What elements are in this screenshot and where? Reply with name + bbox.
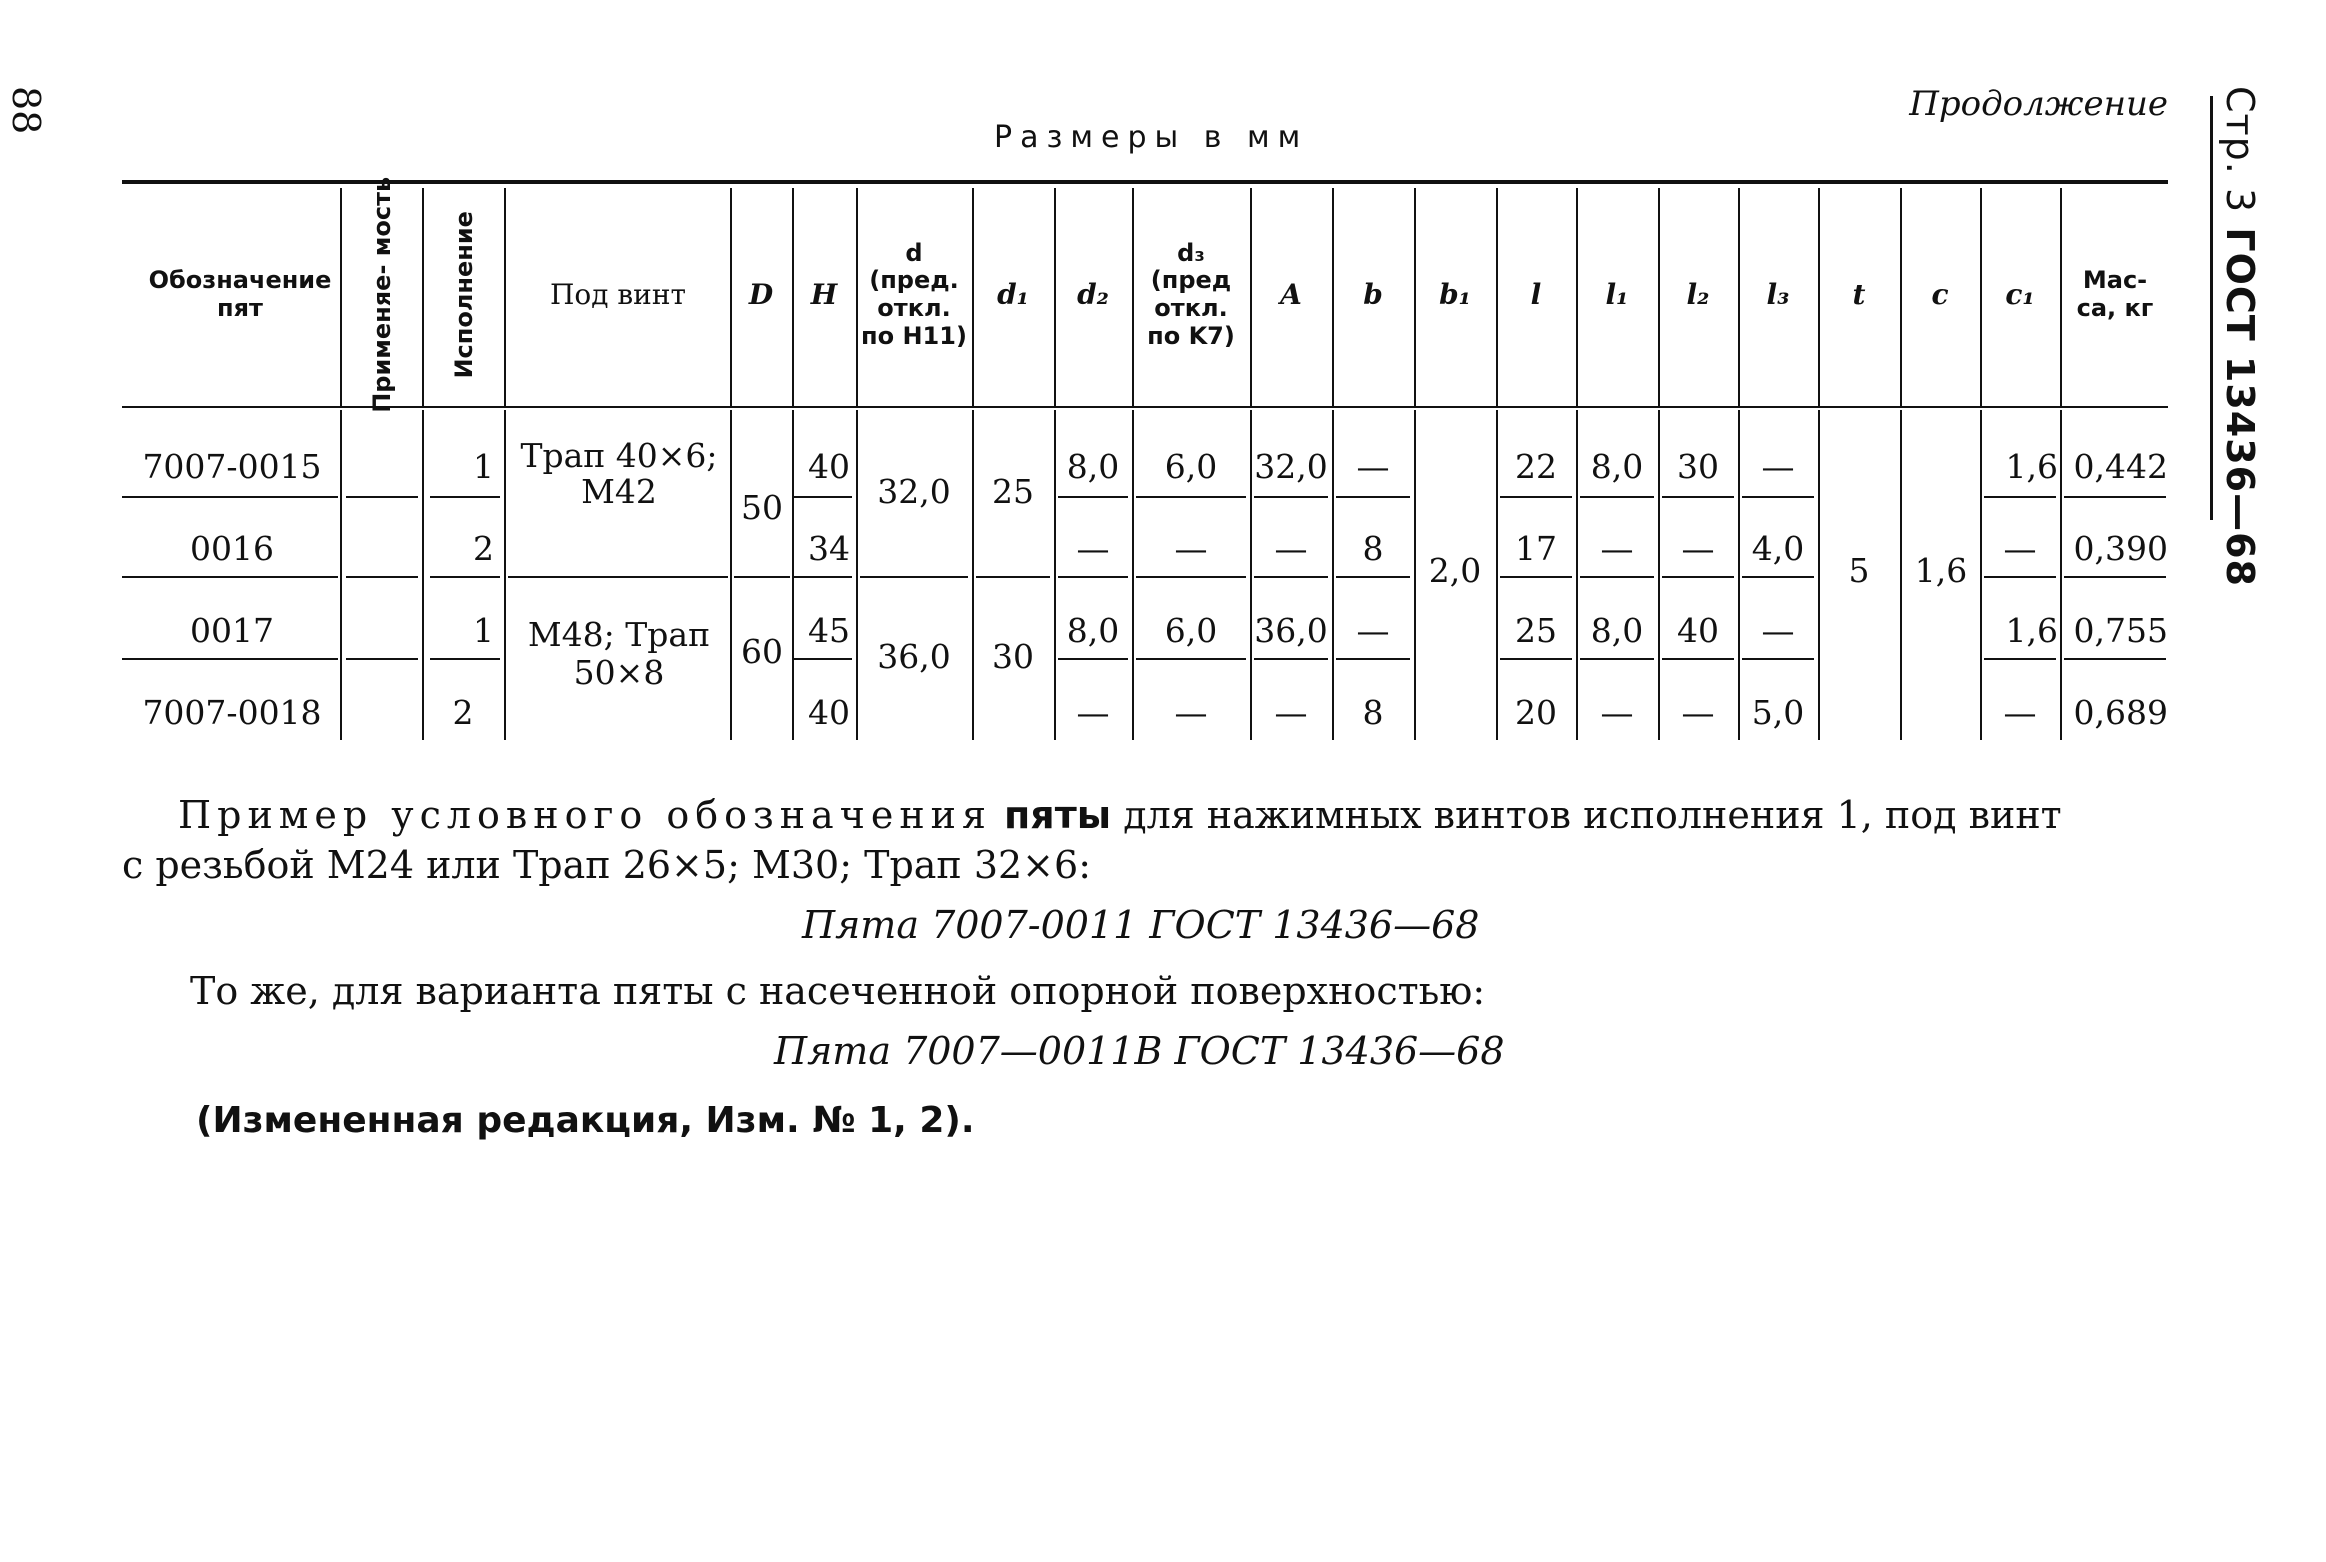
cell-l3: 5,0 xyxy=(1751,692,1805,732)
cell-d3: — xyxy=(1174,528,1208,568)
table-row-rule xyxy=(1336,496,1410,498)
table-column-rule xyxy=(1250,188,1252,406)
table-column-rule xyxy=(1054,188,1056,406)
cell-b: 8 xyxy=(1362,528,1384,568)
header-H: H xyxy=(810,277,838,311)
cell-l1: 8,0 xyxy=(1590,610,1644,650)
table-row-rule xyxy=(122,658,338,660)
header-d3: d₃ (пред откл. по K7) xyxy=(1147,238,1235,350)
cell-d3: — xyxy=(1174,692,1208,732)
table-column-rule xyxy=(730,410,732,740)
header-c1: c₁ xyxy=(2005,277,2035,311)
cell-c1: — xyxy=(2003,692,2037,732)
table-row-rule xyxy=(430,658,500,660)
table-row-rule xyxy=(508,576,728,578)
table-column-rule xyxy=(2060,188,2062,406)
table-row-rule xyxy=(122,496,338,498)
table-column-rule xyxy=(2060,410,2062,740)
cell-H: 40 xyxy=(808,446,850,486)
cell-b: — xyxy=(1356,446,1390,486)
cell-l1: — xyxy=(1600,528,1634,568)
table-row-rule xyxy=(1984,576,2056,578)
table-row-rule xyxy=(1662,576,1734,578)
table-column-rule xyxy=(504,410,506,740)
cell-d3: 6,0 xyxy=(1164,446,1218,486)
table-column-rule xyxy=(1054,410,1056,740)
header-d2: d₂ xyxy=(1077,277,1109,311)
table-column-rule xyxy=(792,188,794,406)
cell-l: 22 xyxy=(1515,446,1557,486)
side-rule xyxy=(2210,96,2213,520)
table-column-rule xyxy=(422,188,424,406)
table-row-rule xyxy=(2064,658,2166,660)
table-row-rule xyxy=(1500,496,1572,498)
table-column-rule xyxy=(1738,188,1740,406)
table-column-rule xyxy=(972,188,974,406)
table-row-rule xyxy=(976,576,1050,578)
cell-H: 40 xyxy=(808,692,850,732)
example-bold-word: пяты xyxy=(1004,793,1112,837)
side-title-main: ГОСТ 13436—68 xyxy=(2218,227,2262,587)
table-column-rule xyxy=(1818,410,1820,740)
cell-c1: 1,6 xyxy=(2005,610,2058,650)
header-l2: l₂ xyxy=(1686,277,1710,311)
table-column-rule xyxy=(856,188,858,406)
cell-l2: 40 xyxy=(1677,610,1719,650)
header-screw: Под винт xyxy=(550,277,686,311)
table-row-rule xyxy=(1984,496,2056,498)
table-row-rule xyxy=(122,576,338,578)
cell-l1: — xyxy=(1600,692,1634,732)
cell-d2: 8,0 xyxy=(1066,446,1120,486)
header-b1: b₁ xyxy=(1439,277,1471,311)
side-title-prefix: Стр. 3 xyxy=(2218,86,2262,214)
table-row-rule xyxy=(1254,576,1328,578)
table-row-rule xyxy=(1058,496,1128,498)
cell-l: 17 xyxy=(1515,528,1557,568)
table-row-rule xyxy=(1254,658,1328,660)
cell-l2: 30 xyxy=(1677,446,1719,486)
example-rest-text: для нажимных винтов исполнения 1, под винт xyxy=(1123,793,2062,837)
cell-A: 36,0 xyxy=(1254,610,1328,650)
table-row-rule xyxy=(860,576,968,578)
cell-t-shared: 5 xyxy=(1848,550,1870,590)
table-row-rule xyxy=(1742,658,1814,660)
table-row-rule xyxy=(1058,658,1128,660)
table-column-rule xyxy=(1132,410,1134,740)
header-D: D xyxy=(748,277,774,311)
example-spaced-text: Пример условного обозначения xyxy=(178,793,992,837)
cell-designation: 7007-0015 xyxy=(142,446,322,486)
table-column-rule xyxy=(422,410,424,740)
table-row-rule xyxy=(1984,658,2056,660)
table-row-rule xyxy=(430,496,500,498)
table-column-rule xyxy=(856,410,858,740)
table-row-rule xyxy=(346,496,418,498)
table-top-rule xyxy=(122,180,2168,184)
dimensions-caption: Размеры в мм xyxy=(994,120,1309,155)
table-row-rule xyxy=(1136,496,1246,498)
table-row-rule xyxy=(2064,576,2166,578)
cell-A: — xyxy=(1274,692,1308,732)
cell-mass: 0,442 xyxy=(2073,446,2168,486)
example-paragraph-line1 xyxy=(178,790,2062,840)
cell-mass: 0,755 xyxy=(2073,610,2168,650)
table-row-rule xyxy=(1500,658,1572,660)
header-d1: d₁ xyxy=(997,277,1029,311)
cell-version: 2 xyxy=(452,692,474,732)
table-column-rule xyxy=(1496,188,1498,406)
cell-b: — xyxy=(1356,610,1390,650)
table-row-rule xyxy=(1662,658,1734,660)
table-row-rule xyxy=(1336,658,1410,660)
cell-designation: 0017 xyxy=(190,610,274,650)
header-version: Исполнение xyxy=(450,211,479,379)
cell-d2: 8,0 xyxy=(1066,610,1120,650)
cell-version: 1 xyxy=(473,446,494,486)
cell-l: 25 xyxy=(1515,610,1557,650)
table-row-rule xyxy=(1742,496,1814,498)
table-column-rule xyxy=(1132,188,1134,406)
table-row-rule xyxy=(1742,576,1814,578)
cell-A: 32,0 xyxy=(1254,446,1328,486)
cell-d3: 6,0 xyxy=(1164,610,1218,650)
cell-l: 20 xyxy=(1515,692,1557,732)
header-b: b xyxy=(1363,277,1383,311)
table-column-rule xyxy=(1980,410,1982,740)
table-column-rule xyxy=(340,410,342,740)
cell-d1-group: 25 xyxy=(992,471,1034,511)
table-column-rule xyxy=(1332,410,1334,740)
cell-version: 1 xyxy=(473,610,494,650)
table-column-rule xyxy=(340,188,342,406)
table-row-rule xyxy=(346,576,418,578)
cell-l2: — xyxy=(1681,528,1715,568)
cell-b: 8 xyxy=(1362,692,1384,732)
table-column-rule xyxy=(1658,410,1660,740)
cell-l2: — xyxy=(1681,692,1715,732)
cell-d2: — xyxy=(1076,528,1110,568)
cell-d-group: 36,0 xyxy=(877,636,951,676)
cell-d2: — xyxy=(1076,692,1110,732)
cell-A: — xyxy=(1274,528,1308,568)
cell-l1: 8,0 xyxy=(1590,446,1644,486)
table-row-rule xyxy=(1662,496,1734,498)
table-row-rule xyxy=(346,658,418,660)
cell-D-group: 50 xyxy=(741,487,783,527)
table-column-rule xyxy=(1414,410,1416,740)
cell-designation: 7007-0018 xyxy=(142,692,322,732)
table-row-rule xyxy=(1500,576,1572,578)
table-row-rule xyxy=(794,496,852,498)
header-applicability: Применяе- мость xyxy=(368,177,397,413)
header-l: l xyxy=(1530,277,1542,311)
side-title xyxy=(2218,86,2262,587)
cell-d-group: 32,0 xyxy=(877,471,951,511)
table-row-rule xyxy=(1580,658,1654,660)
table-row-rule xyxy=(430,576,500,578)
cell-c-shared: 1,6 xyxy=(1914,550,1968,590)
table-row-rule xyxy=(1058,576,1128,578)
same-variant-line: То же, для варианта пяты с насеченной опорной поверхностью: xyxy=(190,969,1486,1013)
table-column-rule xyxy=(1738,410,1740,740)
table-row-rule xyxy=(1136,576,1246,578)
cell-l3: 4,0 xyxy=(1751,528,1805,568)
cell-H: 34 xyxy=(808,528,850,568)
header-t: t xyxy=(1852,277,1866,311)
header-mass: Мас- са, кг xyxy=(2076,266,2154,322)
table-column-rule xyxy=(972,410,974,740)
continuation-label: Продолжение xyxy=(1909,84,2168,124)
cell-designation: 0016 xyxy=(190,528,274,568)
table-row-rule xyxy=(734,576,790,578)
header-l1: l₁ xyxy=(1605,277,1629,311)
header-l3: l₃ xyxy=(1766,277,1790,311)
table-column-rule xyxy=(1250,410,1252,740)
cell-l3: — xyxy=(1761,610,1795,650)
header-A: A xyxy=(1280,277,1302,311)
table-row-rule xyxy=(1580,576,1654,578)
table-column-rule xyxy=(504,188,506,406)
table-column-rule xyxy=(1332,188,1334,406)
table-row-rule xyxy=(1336,576,1410,578)
cell-version: 2 xyxy=(473,528,494,568)
table-column-rule xyxy=(1900,188,1902,406)
table-header-rule xyxy=(122,406,2168,408)
example-paragraph-line2: с резьбой М24 или Трап 26×5; М30; Трап 32×6: xyxy=(122,843,1091,887)
table-row-rule xyxy=(1580,496,1654,498)
table-row-rule xyxy=(794,658,852,660)
cell-mass: 0,689 xyxy=(2073,692,2168,732)
cell-screw-group: Трап 40×6; М42 xyxy=(520,436,718,511)
table-row-rule xyxy=(1254,496,1328,498)
cell-d1-group: 30 xyxy=(992,636,1034,676)
table-column-rule xyxy=(1414,188,1416,406)
table-column-rule xyxy=(1576,410,1578,740)
header-c: c xyxy=(1931,277,1949,311)
header-designation: Обозначение пят xyxy=(148,266,332,322)
designation-example-2: Пята 7007—0011В ГОСТ 13436—68 xyxy=(774,1029,1505,1073)
cell-D-group: 60 xyxy=(741,631,783,671)
designation-example-1: Пята 7007-0011 ГОСТ 13436—68 xyxy=(802,903,1480,947)
cell-screw-group: М48; Трап 50×8 xyxy=(527,615,711,692)
table-row-rule xyxy=(1136,658,1246,660)
table-row-rule xyxy=(2064,496,2166,498)
header-d: d (пред. откл. по H11) xyxy=(861,238,967,350)
table-column-rule xyxy=(1818,188,1820,406)
cell-c1: 1,6 xyxy=(2005,446,2058,486)
table-row-rule xyxy=(794,576,852,578)
cell-H: 45 xyxy=(808,610,850,650)
table-column-rule xyxy=(1900,410,1902,740)
table-column-rule xyxy=(1576,188,1578,406)
revision-note: (Измененная редакция, Изм. № 1, 2). xyxy=(196,1100,975,1141)
cell-mass: 0,390 xyxy=(2073,528,2168,568)
table-column-rule xyxy=(1980,188,1982,406)
table-column-rule xyxy=(792,410,794,740)
table-column-rule xyxy=(1496,410,1498,740)
cell-l3: — xyxy=(1761,446,1795,486)
table-column-rule xyxy=(1658,188,1660,406)
cell-b1-shared: 2,0 xyxy=(1428,550,1482,590)
cell-c1: — xyxy=(2003,528,2037,568)
page-number: 88 xyxy=(4,86,48,135)
table-column-rule xyxy=(730,188,732,406)
